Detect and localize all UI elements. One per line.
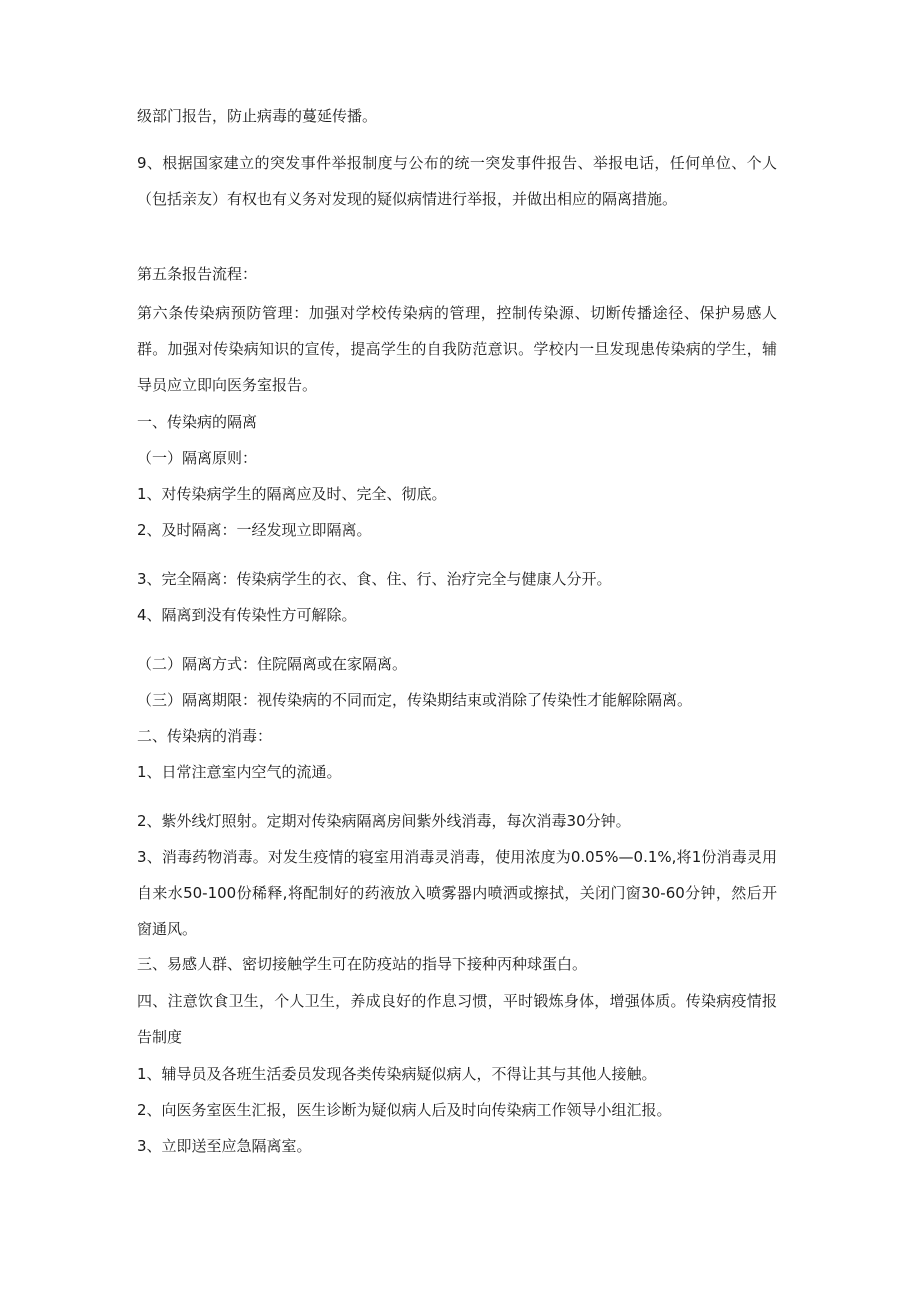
- section-article-5: 第五条报告流程：: [137, 265, 258, 283]
- list-item: 2、紫外线灯照射。定期对传染病隔离房间紫外线消毒，每次消毒30分钟。: [137, 812, 631, 830]
- list-item: 1、日常注意室内空气的流通。: [137, 763, 342, 781]
- paragraph-hygiene: 四、注意饮食卫生，个人卫生，养成良好的作息习惯，平时锻炼身体，增强体质。传染病疫情报告制度: [137, 992, 777, 1046]
- paragraph-susceptible: 三、易感人群、密切接触学生可在防疫站的指导下接种丙种球蛋白。: [137, 955, 588, 973]
- list-item: 1、辅导员及各班生活委员发现各类传染病疑似病人，不得让其与其他人接触。: [137, 1065, 657, 1083]
- list-item: 2、及时隔离：一经发现立即隔离。: [137, 521, 372, 539]
- list-item: 3、消毒药物消毒。对发生疫情的寝室用消毒灵消毒，使用浓度为0.05%—0.1%,将1份消毒灵用自来水50-100份稀释,将配制好的药液放入喷雾器内喷洒或擦拭，关闭门窗30-60分钟，然后开窗通风。: [137, 848, 777, 938]
- paragraph-continuation: 级部门报告，防止病毒的蔓延传播。: [137, 107, 378, 125]
- section-article-6: 第六条传染病预防管理：加强对学校传染病的管理，控制传染源、切断传播途径、保护易感人群。加强对传染病知识的宣传，提高学生的自我防范意识。学校内一旦发现患传染病的学生，辅导员应立即向医务室报告。: [137, 304, 777, 394]
- list-item: 3、完全隔离：传染病学生的衣、食、住、行、治疗完全与健康人分开。: [137, 570, 612, 588]
- subheading-isolation-period: （三）隔离期限：视传染病的不同而定，传染期结束或消除了传染性才能解除隔离。: [137, 691, 693, 709]
- list-item: 3、立即送至应急隔离室。: [137, 1137, 312, 1155]
- heading-disinfection: 二、传染病的消毒：: [137, 727, 273, 745]
- list-item: 4、隔离到没有传染性方可解除。: [137, 606, 357, 624]
- list-item: 2、向医务室医生汇报，医生诊断为疑似病人后及时向传染病工作领导小组汇报。: [137, 1101, 672, 1119]
- list-item: 1、对传染病学生的隔离应及时、完全、彻底。: [137, 485, 447, 503]
- subheading-isolation-principle: （一）隔离原则：: [137, 449, 258, 467]
- heading-isolation: 一、传染病的隔离: [137, 413, 258, 431]
- paragraph-item-9: 9、根据国家建立的突发事件举报制度与公布的统一突发事件报告、举报电话，任何单位、个人（包括亲友）有权也有义务对发现的疑似病情进行举报，并做出相应的隔离措施。: [137, 154, 777, 208]
- subheading-isolation-method: （二）隔离方式：住院隔离或在家隔离。: [137, 655, 408, 673]
